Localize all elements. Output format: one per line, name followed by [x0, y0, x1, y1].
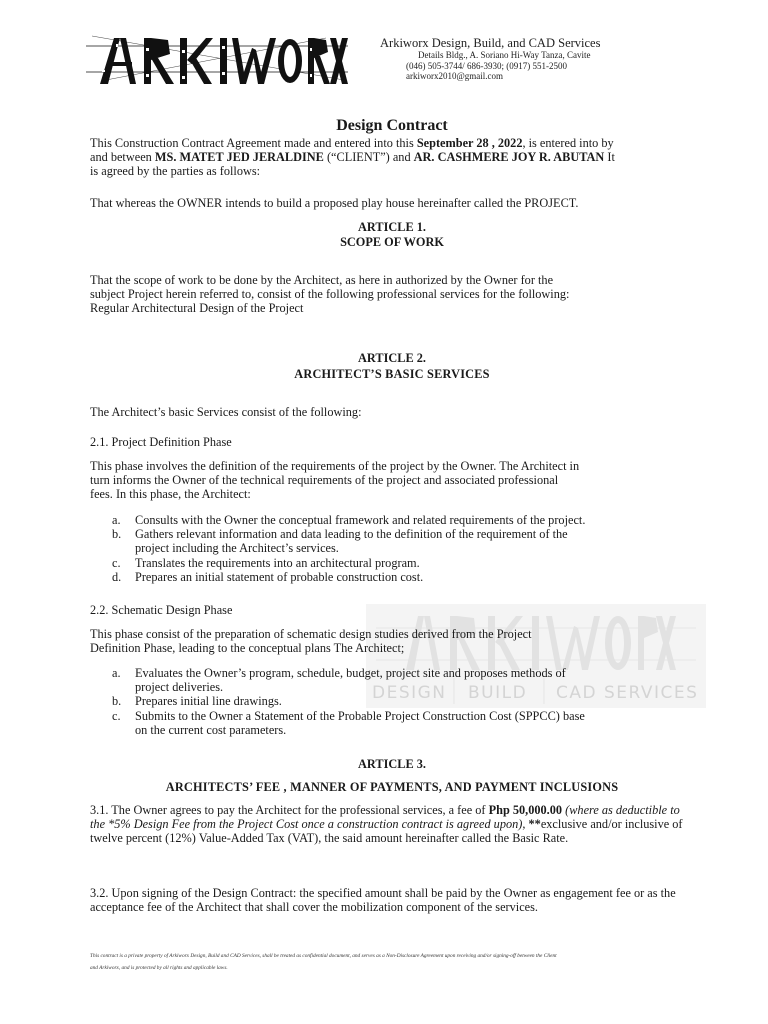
phase-1-list [90, 513, 690, 584]
clause-text: exclusive and/or inclusive of twelve percent (12%) Value-Added Tax (VAT), the said amount hereinafter called the Basic Rate. [90, 817, 683, 846]
intro-text: is agreed by the parties as follows: [90, 164, 261, 179]
paragraph-line: That the scope of work to be done by the Architect, as here in authorized by the Owner for the [90, 273, 554, 287]
list-item [90, 513, 690, 527]
article-3-heading: ARCHITECTS’ FEE , MANNER OF PAYMENTS, AND PAYMENT INCLUSIONS [165, 780, 619, 794]
company-address: Details Bldg., A. Soriano Hi-Way Tanza, Cavite [418, 50, 591, 60]
intro-text: This Construction Contract Agreement made and entered into this [90, 136, 417, 150]
intro-text: (“CLIENT”) and [323, 150, 414, 165]
footer-line: This contract is a private property of Arkiworx Design, Build and CAD Services, shall be treated as confidential document, and serves as a Non-Disclosure Agreement upon receiving and/or signing-off between the Client [90, 953, 557, 959]
list-item [90, 709, 690, 737]
paragraph-line: fees. In this phase, the Architect: [90, 487, 251, 502]
article-1-heading: SCOPE OF WORK [340, 235, 444, 249]
paragraph-line: subject Project herein referred to, consist of the following professional services for the following: [90, 287, 570, 302]
architect-name: AR. CASHMERE JOY R. ABUTAN [413, 150, 605, 165]
list-item-text: on the current cost parameters. [135, 722, 287, 737]
intro-text: , is entered into by [522, 136, 614, 150]
list-marker: a. [112, 513, 121, 527]
article-2-number: ARTICLE 2. [358, 351, 426, 365]
list-item-text: Consults with the Owner the conceptual framework and related requirements of the project. [135, 513, 586, 527]
footer-line: and Arkiworx, and is protected by all rights and applicable laws. [90, 965, 228, 971]
article-2-heading: ARCHITECT’S BASIC SERVICES [294, 367, 490, 381]
list-marker: b. [112, 527, 122, 542]
whereas-paragraph: That whereas the OWNER intends to build a proposed play house hereinafter called the PROJECT. [90, 196, 579, 210]
document-title: Design Contract [336, 117, 448, 134]
clause-3-1 [90, 803, 692, 846]
list-item-text: Translates the requirements into an architectural program. [135, 555, 420, 570]
fee-note: (where as deductible to the *5% Design Fee from the Project Cost once a construction contract is agreed upon) [90, 803, 680, 832]
paragraph-line: Regular Architectural Design of the Project [90, 301, 304, 316]
list-item-text: project deliveries. [135, 680, 224, 695]
list-item-text: Prepares initial line drawings. [135, 694, 282, 709]
watermark-cad-services: CAD SERVICES [556, 683, 699, 703]
paragraph-line: Definition Phase, leading to the conceptual plans The Architect; [90, 641, 405, 656]
article-2-intro: The Architect’s basic Services consist of the following: [90, 405, 362, 419]
phase-2-body [90, 627, 690, 655]
list-marker: b. [112, 694, 122, 709]
list-marker: c. [112, 708, 121, 723]
watermark-build: BUILD [468, 683, 528, 703]
asterisks: ** [528, 817, 541, 832]
clause-3-2: 3.2. Upon signing of the Design Contract: the specified amount shall be paid by the Owner as engagement fee or as the acceptance fee of the Architect that shall cover the mobilization component of the services. [90, 886, 676, 915]
paragraph-line: turn informs the Owner of the technical requirements of the project and associated professional [90, 473, 559, 488]
phase-2-list [90, 666, 690, 737]
article-3-number: ARTICLE 3. [358, 757, 426, 771]
design-fee: Php 50,000.00 [488, 803, 563, 817]
article-1-number: ARTICLE 1. [358, 220, 426, 234]
list-marker: d. [112, 569, 122, 584]
list-item-text: Evaluates the Owner’s program, schedule, budget, project site and proposes methods of [135, 666, 566, 680]
list-item [90, 694, 690, 708]
company-email[interactable]: arkiworx2010@gmail.com [406, 71, 504, 81]
company-info [380, 36, 680, 82]
article-1-body [90, 273, 690, 316]
contract-date: September 28 , 2022 [416, 136, 523, 150]
list-item [90, 527, 690, 555]
arkiworx-logo [86, 30, 348, 88]
list-item-text: project including the Architect’s services. [135, 541, 339, 556]
list-item-text: Submits to the Owner a Statement of the Probable Project Construction Cost (SPPCC) base [135, 708, 585, 723]
list-item-text: Prepares an initial statement of probable construction cost. [135, 569, 424, 584]
list-marker: c. [112, 555, 121, 570]
list-item [90, 556, 690, 570]
company-phones: (046) 505-3744/ 686-3930; (0917) 551-2500 [406, 60, 567, 71]
list-marker: a. [112, 666, 121, 680]
watermark-design: DESIGN [372, 683, 447, 703]
list-item [90, 666, 690, 694]
confidentiality-footer [90, 950, 702, 974]
client-name: MS. MATET JED JERALDINE [154, 150, 324, 165]
phase-1-body [90, 459, 690, 502]
clause-text: , [522, 817, 529, 832]
intro-text: It [604, 150, 615, 165]
list-item-text: Gathers relevant information and data leading to the definition of the requirement of the [135, 527, 568, 542]
intro-paragraph [90, 136, 690, 179]
paragraph-line: This phase involves the definition of the requirements of the project by the Owner. The Architect in [90, 459, 580, 473]
paragraph-line: This phase consist of the preparation of schematic design studies derived from the Project [90, 627, 532, 641]
phase-2-title: 2.2. Schematic Design Phase [90, 603, 233, 617]
list-item [90, 570, 690, 584]
clause-text: 3.1. The Owner agrees to pay the Architect for the professional services, a fee of [90, 803, 489, 817]
phase-1-title: 2.1. Project Definition Phase [90, 435, 232, 449]
company-name: Arkiworx Design, Build, and CAD Services [380, 36, 601, 50]
intro-text: and between [90, 150, 155, 165]
